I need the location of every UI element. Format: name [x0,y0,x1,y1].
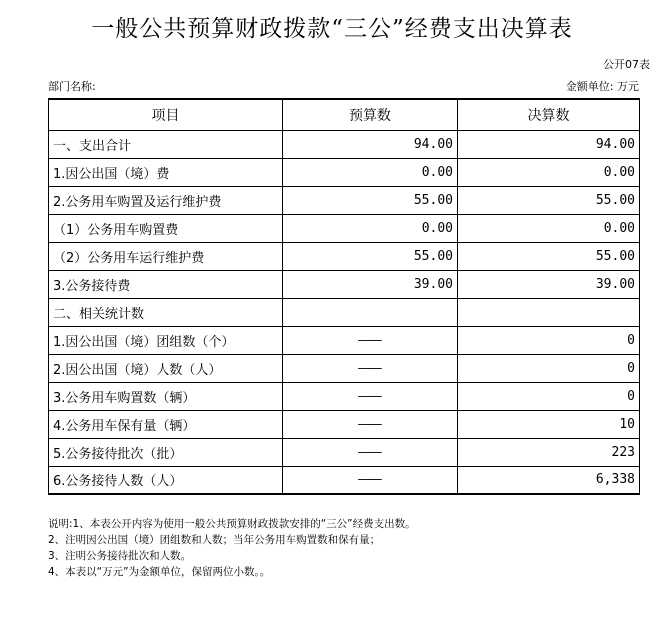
row-actual [458,298,640,326]
row-budget: 55.00 [283,186,458,214]
table-row [49,466,640,494]
row-actual: 55.00 [458,186,640,214]
row-actual: 0 [458,326,640,354]
note-line: 2、注明因公出国（境）团组数和人数；当年公务用车购置数和保有量； [48,534,381,546]
row-item: 1.因公出国（境）费 [49,158,283,186]
row-item: （1）公务用车购置费 [49,214,283,242]
row-actual: 94.00 [458,130,640,158]
table-row [49,158,640,186]
note-line: 说明:1、本表公开内容为使用一般公共预算财政拨款安排的“三公”经费支出数。 [48,518,416,530]
row-budget: 94.00 [283,130,458,158]
row-actual: 0 [458,382,640,410]
row-budget: 55.00 [283,242,458,270]
row-budget [283,298,458,326]
table-row [49,354,640,382]
meta-row [48,78,639,94]
row-budget: 39.00 [283,270,458,298]
department-label: 部门名称: [48,80,96,93]
table-row [49,130,640,158]
table-header-row [49,99,640,130]
note-line: 3、注明公务接待批次和人数。 [48,550,192,562]
header-actual: 决算数 [458,99,640,130]
row-budget: ——— [283,326,458,354]
row-item: 一、支出合计 [49,130,283,158]
row-budget: ——— [283,382,458,410]
table-row [49,438,640,466]
header-item: 项目 [49,99,283,130]
note-line: 4、本表以“万元”为金额单位，保留两位小数。。 [48,566,271,578]
row-actual: 0.00 [458,214,640,242]
table-row [49,242,640,270]
table-row [49,382,640,410]
row-actual: 0.00 [458,158,640,186]
notes-section [48,516,416,580]
row-actual: 223 [458,438,640,466]
row-item: 4.公务用车保有量（辆） [49,410,283,438]
row-item: 3.公务用车购置数（辆） [49,382,283,410]
row-item: 6.公务接待人数（人） [49,466,283,494]
table-row [49,410,640,438]
row-budget: ——— [283,354,458,382]
row-item: 5.公务接待批次（批） [49,438,283,466]
row-item: 2.公务用车购置及运行维护费 [49,186,283,214]
row-actual: 0 [458,354,640,382]
row-item: 3.公务接待费 [49,270,283,298]
row-item: 2.因公出国（境）人数（人） [49,354,283,382]
amount-unit-label: 金额单位: 万元 [565,80,639,93]
row-budget: 0.00 [283,214,458,242]
row-item: 二、相关统计数 [49,298,283,326]
row-budget: ——— [283,438,458,466]
form-code: 公开07表 [603,58,650,71]
table-row [49,326,640,354]
row-budget: ——— [283,410,458,438]
header-budget: 预算数 [283,99,458,130]
table-row [49,214,640,242]
row-item: 1.因公出国（境）团组数（个） [49,326,283,354]
row-budget: 0.00 [283,158,458,186]
report-title: 一般公共预算财政拨款“三公”经费支出决算表 [91,16,573,42]
table-row [49,270,640,298]
row-actual: 39.00 [458,270,640,298]
expense-table [48,98,640,495]
row-budget: ——— [283,466,458,494]
row-actual: 6,338 [458,466,640,494]
table-row [49,298,640,326]
row-actual: 55.00 [458,242,640,270]
row-item: （2）公务用车运行维护费 [49,242,283,270]
table-row [49,186,640,214]
row-actual: 10 [458,410,640,438]
